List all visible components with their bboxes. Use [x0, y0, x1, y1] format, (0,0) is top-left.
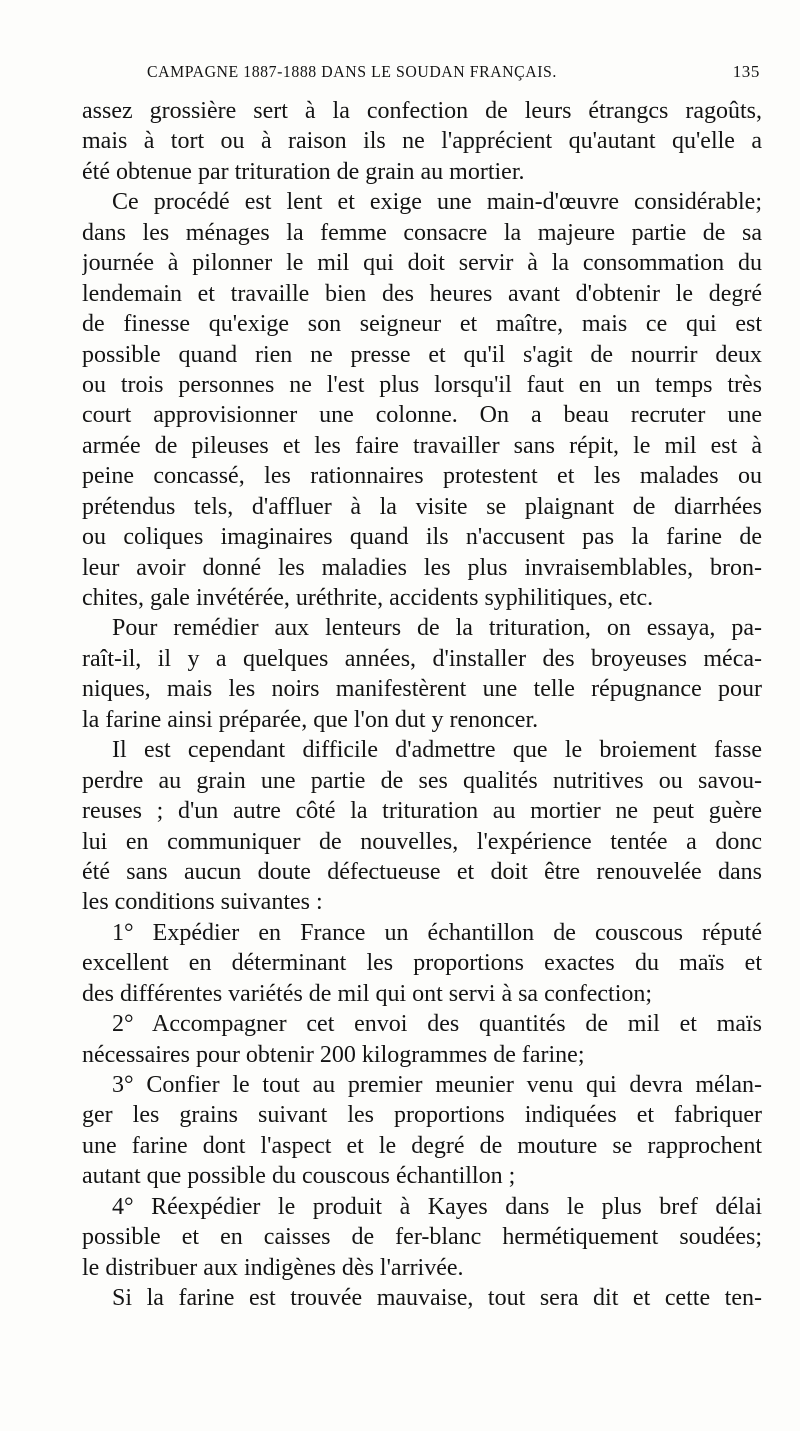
text-line: possible et en caisses de fer-blanc hermétiquement soudées; [82, 1224, 762, 1251]
text-line: des différentes variétés de mil qui ont servi à sa confection; [82, 980, 653, 1007]
text-line: nécessaires pour obtenir 200 kilogrammes de farine; [82, 1041, 585, 1068]
text-line: peine concassé, les rationnaires protestent et les malades ou [82, 463, 762, 490]
text-line: 2° Accompagner cet envoi des quantités de mil et maïs [112, 1011, 762, 1038]
text-line: de finesse qu'exige son seigneur et maître, mais ce qui est [82, 311, 762, 338]
text-line: possible quand rien ne presse et qu'il s'agit de nourrir deux [82, 341, 762, 368]
text-line: journée à pilonner le mil qui doit servir à la consommation du [82, 250, 762, 277]
text-line: la farine ainsi préparée, que l'on dut y renoncer. [82, 706, 539, 733]
text-line: excellent en déterminant les proportions exactes du maïs et [82, 950, 762, 977]
text-line: Pour remédier aux lenteurs de la trituration, on essaya, pa- [112, 615, 762, 642]
text-line: prétendus tels, d'affluer à la visite se plaignant de diarrhées [82, 493, 762, 520]
page-number: 135 [732, 62, 760, 81]
text-line: ger les grains suivant les proportions indiquées et fabriquer [82, 1102, 762, 1129]
text-line: 3° Confier le tout au premier meunier venu qui devra mélan- [112, 1072, 762, 1098]
text-line: dans les ménages la femme consacre la majeure partie de sa [82, 219, 762, 246]
running-title: CAMPAGNE 1887-1888 DANS LE SOUDAN FRANÇAIS. [147, 62, 557, 81]
text-line: lendemain et travaille bien des heures avant d'obtenir le degré [82, 280, 762, 307]
text-line: autant que possible du couscous échantillon ; [82, 1163, 516, 1190]
text-line: assez grossière sert à la confection de leurs étrangcs ragoûts, [82, 98, 762, 124]
text-line: 1° Expédier en France un échantillon de couscous réputé [112, 919, 762, 946]
text-line: les conditions suivantes : [82, 889, 323, 916]
text-line: une farine dont l'aspect et le degré de mouture se rapprochent [82, 1132, 762, 1159]
page-header [82, 60, 762, 90]
text-line: été sans aucun doute défectueuse et doit être renouvelée dans [82, 858, 762, 885]
text-line: Si la farine est trouvée mauvaise, tout sera dit et cette ten- [112, 1285, 762, 1312]
text-line: leur avoir donné les maladies les plus invraisemblables, bron- [82, 554, 762, 581]
text-line: armée de pileuses et les faire travailler sans répit, le mil est à [82, 432, 762, 459]
text-line: ou trois personnes ne l'est plus lorsqu'il faut en un temps très [82, 371, 762, 398]
text-line: le distribuer aux indigènes dès l'arrivée. [82, 1254, 464, 1281]
text-line: été obtenue par trituration de grain au mortier. [82, 158, 525, 185]
text-line: lui en communiquer de nouvelles, l'expérience tentée a donc [82, 828, 762, 855]
text-line: mais à tort ou à raison ils ne l'apprécient qu'autant qu'elle a [82, 128, 762, 155]
text-line: Ce procédé est lent et exige une main-d'œuvre considérable; [112, 189, 762, 216]
text-line: reuses ; d'un autre côté la trituration au mortier ne peut guère [82, 798, 762, 825]
text-line: Il est cependant difficile d'admettre que le broiement fasse [112, 737, 762, 764]
text-line: 4° Réexpédier le produit à Kayes dans le plus bref délai [112, 1193, 762, 1220]
text-line: chites, gale invétérée, uréthrite, accidents syphilitiques, etc. [82, 585, 654, 611]
text-line: niques, mais les noirs manifestèrent une telle répugnance pour [82, 676, 762, 703]
text-line: perdre au grain une partie de ses qualités nutritives ou savou- [82, 767, 762, 794]
text-line: ou coliques imaginaires quand ils n'accusent pas la farine de [82, 524, 762, 551]
text-line: court approvisionner une colonne. On a beau recruter une [82, 402, 762, 429]
text-line: raît-il, il y a quelques années, d'installer des broyeuses méca- [82, 645, 762, 672]
body-text [82, 96, 762, 1314]
